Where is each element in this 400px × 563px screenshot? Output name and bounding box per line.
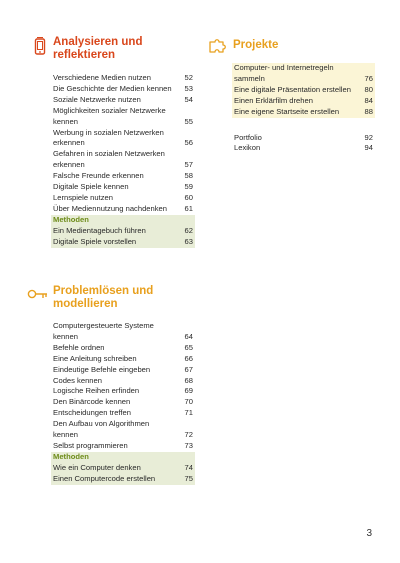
toc-entry: Die Geschichte der Medien kennen 53	[53, 83, 193, 93]
smartphone-icon	[33, 36, 47, 61]
toc-entry: Eine Anleitung schreiben 66	[53, 353, 193, 363]
toc-entry: Einen Computercode erstellen 75	[53, 473, 193, 483]
toc-list	[232, 63, 375, 154]
toc-entry: Lexikon 94	[234, 143, 373, 153]
toc-entry: Digitale Spiele kennen 59	[53, 182, 193, 192]
toc-entry: Gefahren in sozialen Netzwerken	[53, 149, 165, 159]
toc-entry: erkennen 56	[53, 138, 193, 148]
methods-box	[51, 452, 195, 485]
toc-entry: Ein Medientagebuch führen 62	[53, 225, 193, 235]
toc-entry: Digitale Spiele vorstellen 63	[53, 236, 193, 246]
toc-entry: kennen 72	[53, 430, 193, 440]
toc-entry: Logische Reihen erfinden 69	[53, 386, 193, 396]
methods-heading: Methoden	[53, 214, 89, 224]
toc-list	[51, 321, 195, 485]
toc-entry: Eine eigene Startseite erstellen 88	[234, 106, 373, 116]
section-header	[33, 36, 195, 66]
toc-entry: sammeln 76	[234, 73, 373, 83]
toc-entry: Wie ein Computer denken 74	[53, 462, 193, 472]
toc-entry: Eine digitale Präsentation erstellen 80	[234, 84, 373, 94]
project-box	[232, 63, 375, 118]
toc-entry: Den Aufbau von Algorithmen	[53, 419, 150, 429]
toc-entry: Werbung in sozialen Netzwerken	[53, 127, 164, 137]
toc-entry: Den Binärcode kennen 70	[53, 397, 193, 407]
toc-entry: Verschiedene Medien nutzen 52	[53, 73, 193, 82]
section-title: Analysieren und reflektieren	[53, 36, 143, 61]
toc-entry: Über Mediennutzung nachdenken 61	[53, 203, 193, 213]
toc-entry: Einen Erklärfilm drehen 84	[234, 95, 373, 105]
toc-entry: kennen 64	[53, 331, 193, 341]
toc-entry: Portfolio 92	[234, 132, 373, 142]
section-projekte	[208, 36, 375, 153]
page-number: 3	[366, 528, 372, 539]
toc-entry: Eindeutige Befehle eingeben 67	[53, 364, 193, 374]
methods-heading: Methoden	[53, 451, 89, 461]
section-title: Problemlösen und modellieren	[53, 285, 154, 310]
toc-entry: Falsche Freunde erkennen 58	[53, 171, 193, 181]
section-analysieren	[33, 36, 195, 246]
toc-entry: Entscheidungen treffen 71	[53, 408, 193, 418]
section-problemloesen	[27, 285, 195, 483]
puzzle-icon	[208, 38, 228, 59]
key-icon	[27, 288, 49, 306]
section-header	[27, 285, 195, 315]
toc-entry: erkennen 57	[53, 160, 193, 170]
methods-box	[51, 215, 195, 248]
section-title: Projekte	[233, 39, 279, 51]
toc-entry: kennen 55	[53, 116, 193, 126]
toc-entry: Lernspiele nutzen 60	[53, 192, 193, 202]
toc-entry: Soziale Netzwerke nutzen 54	[53, 94, 193, 104]
toc-entry: Codes kennen 68	[53, 375, 193, 385]
toc-list	[51, 73, 195, 248]
section-header	[208, 36, 375, 66]
toc-entry: Möglichkeiten sozialer Netzwerke	[53, 105, 166, 115]
toc-entry: Computergesteuerte Systeme	[53, 321, 154, 330]
toc-entry: Selbst programmieren 73	[53, 440, 193, 450]
toc-entry: Computer- und Internetregeln	[234, 63, 334, 72]
toc-entry: Befehle ordnen 65	[53, 342, 193, 352]
